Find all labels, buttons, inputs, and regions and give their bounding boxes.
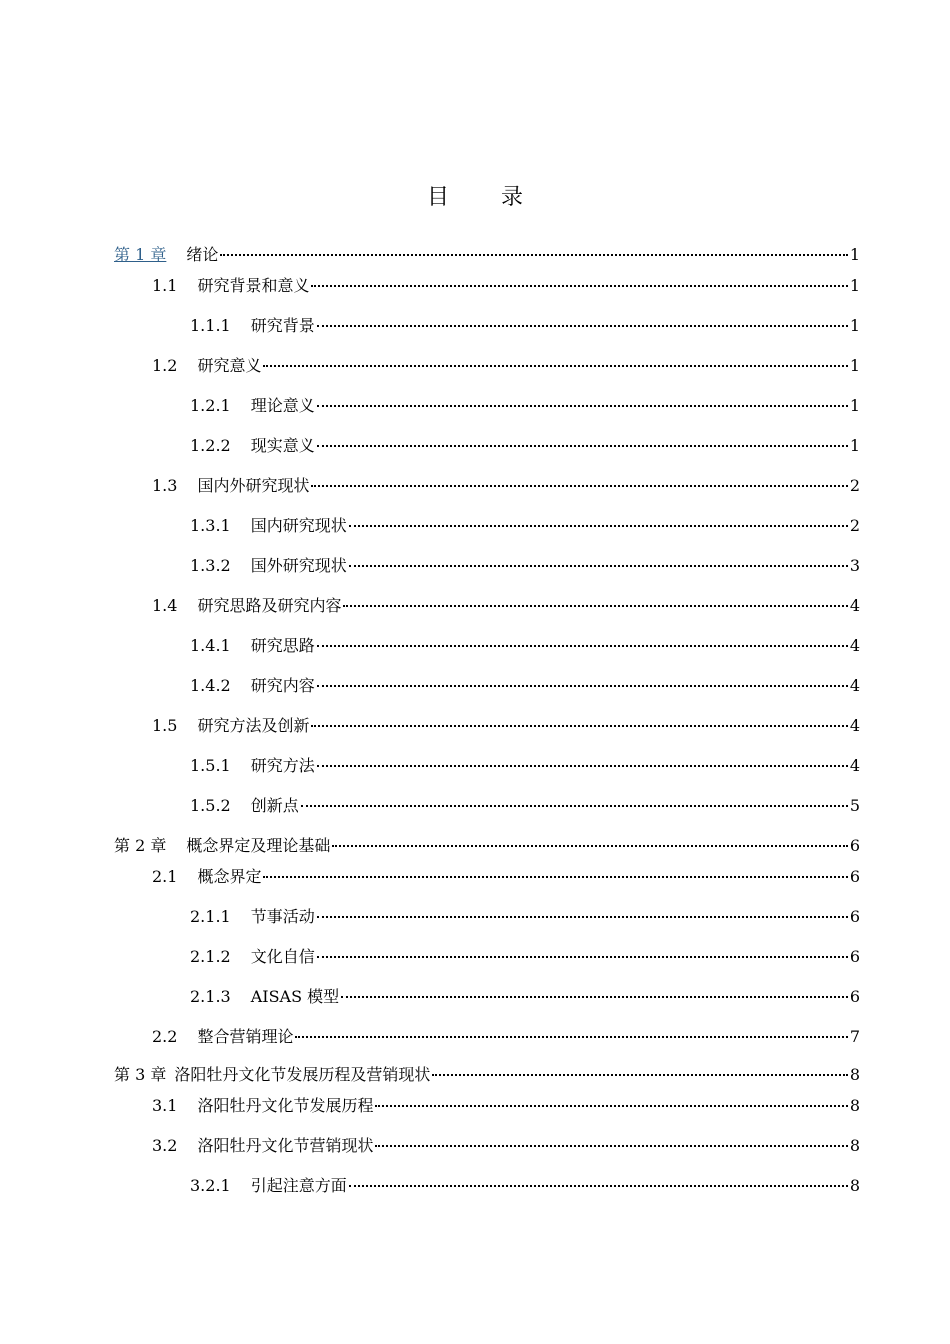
dot-leader: [343, 605, 847, 607]
title-char-1: 目: [426, 185, 449, 210]
page-title: [0, 180, 950, 211]
dot-leader: [263, 876, 847, 878]
toc-label: 国内外研究现状: [197, 476, 310, 495]
toc-label: 研究背景: [250, 316, 315, 335]
toc-number: 2.1: [152, 867, 178, 886]
toc-label: 绪论: [186, 245, 219, 264]
toc-page-number: 6: [849, 987, 860, 1006]
toc-number: 第 2 章: [114, 836, 167, 855]
dot-leader: [317, 445, 848, 447]
toc-label: 洛阳牡丹文化节发展历程: [197, 1096, 374, 1115]
toc-label: 文化自信: [250, 947, 315, 966]
dot-leader: [317, 765, 848, 767]
dot-leader: [375, 1105, 847, 1107]
toc-number: 1.4: [152, 596, 178, 615]
toc-entry-3-2-1[interactable]: [114, 1175, 860, 1197]
toc-entry-3-1[interactable]: [114, 1095, 860, 1117]
toc-page-number: 8: [849, 1136, 860, 1155]
toc-label: 国内研究现状: [250, 516, 347, 535]
toc-number: 1.5.1: [190, 756, 231, 775]
dot-leader: [317, 405, 848, 407]
dot-leader: [263, 365, 847, 367]
toc-page-number: 5: [849, 796, 860, 815]
toc-label: 现实意义: [250, 436, 315, 455]
toc-entry-2-1[interactable]: [114, 866, 860, 888]
toc-page-number: 2: [849, 476, 860, 495]
toc-number: 3.2: [152, 1136, 178, 1155]
toc-entry-1-3[interactable]: [114, 475, 860, 497]
toc-page-number: 8: [849, 1065, 860, 1084]
toc-entry-3-2[interactable]: [114, 1135, 860, 1157]
toc-label: 概念界定: [197, 867, 262, 886]
toc-entry-1-3-1[interactable]: [114, 515, 860, 537]
toc-page-number: 4: [849, 756, 860, 775]
dot-leader: [349, 565, 848, 567]
toc-entry-ch1[interactable]: [114, 244, 860, 266]
toc-number: 2.1.1: [190, 907, 231, 926]
toc-page-number: 6: [849, 947, 860, 966]
toc-entry-1-1[interactable]: [114, 275, 860, 297]
dot-leader: [301, 805, 848, 807]
toc-number: 1.3.2: [190, 556, 231, 575]
dot-leader: [295, 1036, 847, 1038]
toc-page-number: 6: [849, 836, 860, 855]
toc-number: 1.1: [152, 276, 178, 295]
dot-leader: [317, 685, 848, 687]
toc-number: 1.4.1: [190, 636, 231, 655]
toc-page-number: 4: [849, 676, 860, 695]
toc-page-number: 6: [849, 907, 860, 926]
toc-label: AISAS 模型: [250, 987, 340, 1006]
toc-label: 研究方法及创新: [197, 716, 310, 735]
toc-entry-2-2[interactable]: [114, 1026, 860, 1048]
dot-leader: [432, 1074, 847, 1076]
toc-entry-1-5[interactable]: [114, 715, 860, 737]
toc-number: 1.2.2: [190, 436, 231, 455]
toc-label: 研究背景和意义: [197, 276, 310, 295]
toc-label: 国外研究现状: [250, 556, 347, 575]
toc-entry-2-1-1[interactable]: [114, 906, 860, 928]
dot-leader: [317, 325, 848, 327]
toc-entry-1-2-2[interactable]: [114, 435, 860, 457]
dot-leader: [349, 1185, 848, 1187]
toc-page-number: 7: [849, 1027, 860, 1046]
toc-entry-1-4[interactable]: [114, 595, 860, 617]
toc-entry-1-5-1[interactable]: [114, 755, 860, 777]
dot-leader: [317, 645, 848, 647]
toc-label: 创新点: [250, 796, 299, 815]
toc-entry-1-5-2[interactable]: [114, 795, 860, 817]
toc-label: 研究方法: [250, 756, 315, 775]
toc-number: 1.3: [152, 476, 178, 495]
dot-leader: [311, 725, 847, 727]
toc-entry-1-4-2[interactable]: [114, 675, 860, 697]
toc-label: 研究意义: [197, 356, 262, 375]
dot-leader: [375, 1145, 847, 1147]
toc-label: 洛阳牡丹文化节发展历程及营销现状: [174, 1065, 431, 1084]
toc-number: 2.1.2: [190, 947, 231, 966]
toc-page-number: 1: [849, 316, 860, 335]
toc-label: 研究思路: [250, 636, 315, 655]
toc-label: 整合营销理论: [197, 1027, 294, 1046]
toc-label: 概念界定及理论基础: [186, 836, 331, 855]
toc-page-number: 1: [849, 436, 860, 455]
toc-number[interactable]: 第 1 章: [114, 245, 167, 264]
dot-leader: [341, 996, 848, 998]
toc-entry-2-1-3[interactable]: [114, 986, 860, 1008]
toc-entry-1-1-1[interactable]: [114, 315, 860, 337]
dot-leader: [220, 254, 847, 256]
toc-number: 3.2.1: [190, 1176, 231, 1195]
toc-entry-ch3[interactable]: [114, 1064, 860, 1086]
toc-label: 研究内容: [250, 676, 315, 695]
table-of-contents: [114, 244, 860, 1215]
dot-leader: [311, 285, 847, 287]
toc-label: 洛阳牡丹文化节营销现状: [197, 1136, 374, 1155]
toc-page-number: 6: [849, 867, 860, 886]
toc-page-number: 1: [849, 396, 860, 415]
toc-page-number: 2: [849, 516, 860, 535]
toc-page-number: 4: [849, 636, 860, 655]
dot-leader: [317, 916, 848, 918]
toc-page-number: 4: [849, 596, 860, 615]
dot-leader: [349, 525, 848, 527]
toc-page-number: 1: [849, 356, 860, 375]
toc-number: 1.1.1: [190, 316, 231, 335]
dot-leader: [332, 845, 847, 847]
toc-number: 3.1: [152, 1096, 178, 1115]
toc-number: 1.5.2: [190, 796, 231, 815]
toc-label: 研究思路及研究内容: [197, 596, 342, 615]
toc-number: 第 3 章: [114, 1065, 167, 1084]
toc-entry-1-4-1[interactable]: [114, 635, 860, 657]
title-char-2: 录: [501, 185, 524, 210]
toc-page-number: 1: [849, 245, 860, 264]
toc-entry-1-3-2[interactable]: [114, 555, 860, 577]
toc-page-number: 3: [849, 556, 860, 575]
toc-number: 1.4.2: [190, 676, 231, 695]
toc-entry-ch2[interactable]: [114, 835, 860, 857]
dot-leader: [311, 485, 847, 487]
toc-label: 引起注意方面: [250, 1176, 347, 1195]
toc-label: 节事活动: [250, 907, 315, 926]
toc-number: 1.2: [152, 356, 178, 375]
toc-page-number: 8: [849, 1096, 860, 1115]
toc-entry-1-2-1[interactable]: [114, 395, 860, 417]
toc-page-number: 1: [849, 276, 860, 295]
toc-number: 1.5: [152, 716, 178, 735]
toc-number: 2.2: [152, 1027, 178, 1046]
toc-page-number: 8: [849, 1176, 860, 1195]
toc-entry-1-2[interactable]: [114, 355, 860, 377]
toc-number: 1.3.1: [190, 516, 231, 535]
toc-page-number: 4: [849, 716, 860, 735]
dot-leader: [317, 956, 848, 958]
toc-entry-2-1-2[interactable]: [114, 946, 860, 968]
toc-number: 2.1.3: [190, 987, 231, 1006]
toc-number: 1.2.1: [190, 396, 231, 415]
toc-label: 理论意义: [250, 396, 315, 415]
